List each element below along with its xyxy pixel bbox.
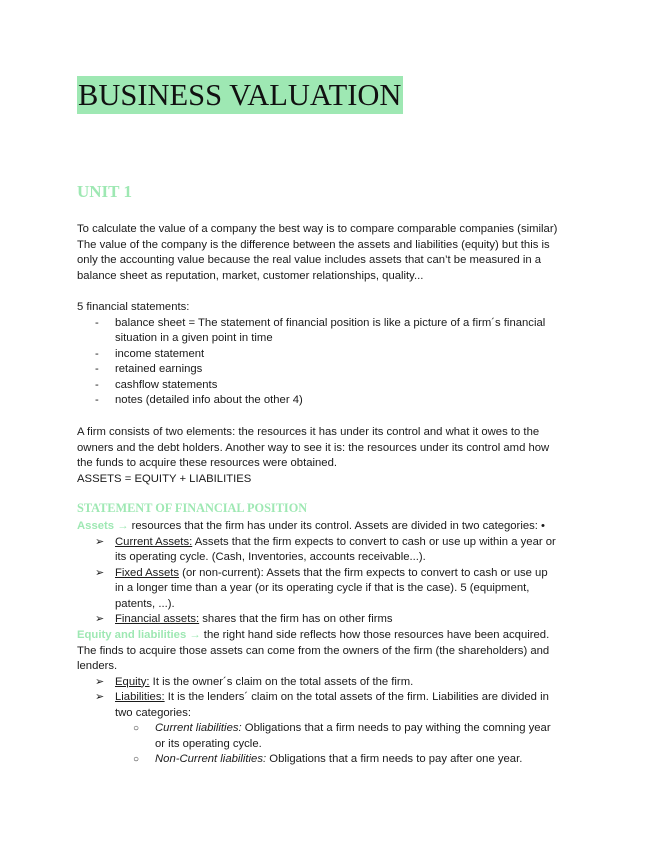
intro-line: balance sheet as reputation, market, customer relationships, quality...	[77, 269, 424, 282]
arrow-bullet: ➢	[95, 691, 105, 703]
equity-line: lenders.	[77, 660, 118, 672]
firm-line: A firm consists of two elements: the resources it has under its control and what it owes to the	[77, 426, 540, 438]
list-item-line: income statement	[115, 347, 205, 360]
intro-line: only the accounting value because the real value includes assets that can’t be measured in a	[77, 254, 542, 266]
arrow-bullet: ➢	[95, 566, 105, 579]
firm-line: owners and the debt holders. Another way to see it is: the resources under its control amd how	[77, 441, 550, 454]
circle-bullet: ○	[133, 754, 140, 765]
intro-line: The value of the company is the difference between the assets and liabilities (equity) but this is	[77, 238, 550, 251]
list-item	[77, 752, 582, 768]
statements-heading: 5 financial statements:	[77, 301, 190, 313]
firm-paragraph	[77, 425, 582, 487]
financial-assets-label: Financial assets:	[115, 613, 200, 625]
assets-term: Assets →	[77, 520, 129, 532]
assets-intro	[77, 519, 582, 535]
equity-intro	[77, 628, 582, 644]
assets-section	[77, 519, 582, 628]
list-item-line: situation in a given point in time	[115, 332, 273, 344]
list-item	[77, 675, 582, 691]
equity-list	[77, 675, 582, 722]
list-item-text: (or non-current): Assets that the firm expects to convert to cash or use up	[179, 566, 548, 579]
assets-list	[77, 535, 582, 628]
list-item	[77, 721, 582, 752]
firm-line: ASSETS = EQUITY + LIABILITIES	[77, 472, 252, 485]
list-item-line: in a longer time than a year (or its operating cycle if that is the case). 5 (equipment,	[115, 582, 530, 594]
list-item	[77, 612, 582, 628]
list-item-text: It is the lenders´ claim on the total assets of the firm. Liabilities are divided in	[164, 691, 549, 703]
list-item	[77, 362, 582, 378]
list-item-text: Obligations that a firm needs to pay after one year.	[266, 753, 523, 765]
document-title: BUSINESS VALUATION	[78, 78, 402, 112]
list-item-line: notes (detailed info about the other 4)	[115, 394, 303, 406]
dash-bullet: -	[95, 394, 99, 406]
statements-section	[77, 300, 582, 409]
list-item	[77, 393, 582, 409]
equity-section	[77, 628, 582, 768]
equity-label: Equity:	[115, 675, 150, 688]
dash-bullet: -	[95, 378, 99, 391]
current-liabilities-label: Current liabilities:	[155, 722, 242, 734]
list-item-text: Assets that the firm expects to convert to cash or use up within a year or	[192, 535, 556, 548]
list-item	[77, 316, 582, 347]
dash-bullet: -	[95, 347, 99, 360]
current-assets-label: Current Assets:	[115, 535, 193, 548]
equity-term: Equity and liabilities →	[77, 629, 201, 641]
intro-line: To calculate the value of a company the best way is to compare comparable companies (similar)	[77, 223, 558, 235]
list-item	[77, 347, 582, 363]
list-item-line: patents, ...).	[115, 597, 175, 610]
liabilities-label: Liabilities:	[115, 691, 165, 703]
list-item	[77, 535, 582, 566]
list-item-line: retained earnings	[115, 363, 203, 375]
firm-line: the funds to acquire these resources were obtained.	[77, 457, 337, 469]
dash-bullet: -	[95, 316, 99, 329]
list-item-text: shares that the firm has on other firms	[199, 613, 393, 625]
arrow-bullet: ➢	[95, 535, 105, 548]
arrow-bullet: ➢	[95, 613, 105, 625]
list-item-line: or its operating cycle.	[155, 737, 262, 750]
list-item-text: It is the owner´s claim on the total assets of the firm.	[149, 675, 414, 688]
unit-heading: UNIT 1	[77, 182, 132, 201]
section-heading: STATEMENT OF FINANCIAL POSITION	[77, 501, 308, 515]
list-item	[77, 690, 582, 721]
fixed-assets-label: Fixed Assets	[115, 566, 180, 579]
circle-bullet: ○	[133, 723, 140, 734]
list-item	[77, 378, 582, 394]
intro-paragraph	[77, 222, 582, 284]
dash-bullet: -	[95, 363, 99, 375]
assets-text: resources that the firm has under its control. Assets are divided in two categories: •	[128, 520, 545, 532]
list-item-line: its operating cycle. (Cash, Inventories, accounts receivable...).	[115, 551, 426, 563]
list-item-text: Obligations that a firm needs to pay withing the comning year	[241, 722, 551, 734]
list-item-line: balance sheet = The statement of financial position is like a picture of a firm´s financial	[115, 316, 546, 329]
list-item-line: two categories:	[115, 706, 191, 719]
list-item-line: cashflow statements	[115, 378, 218, 391]
non-current-liabilities-label: Non-Current liabilities:	[155, 753, 267, 765]
list-item	[77, 566, 582, 613]
liabilities-sublist	[77, 721, 582, 768]
equity-line: The finds to acquire those assets can come from the owners of the firm (the shareholders) and	[77, 644, 550, 657]
equity-text: the right hand side reflects how those resources have been acquired.	[200, 629, 550, 641]
statements-list	[77, 316, 582, 409]
arrow-bullet: ➢	[95, 675, 105, 688]
